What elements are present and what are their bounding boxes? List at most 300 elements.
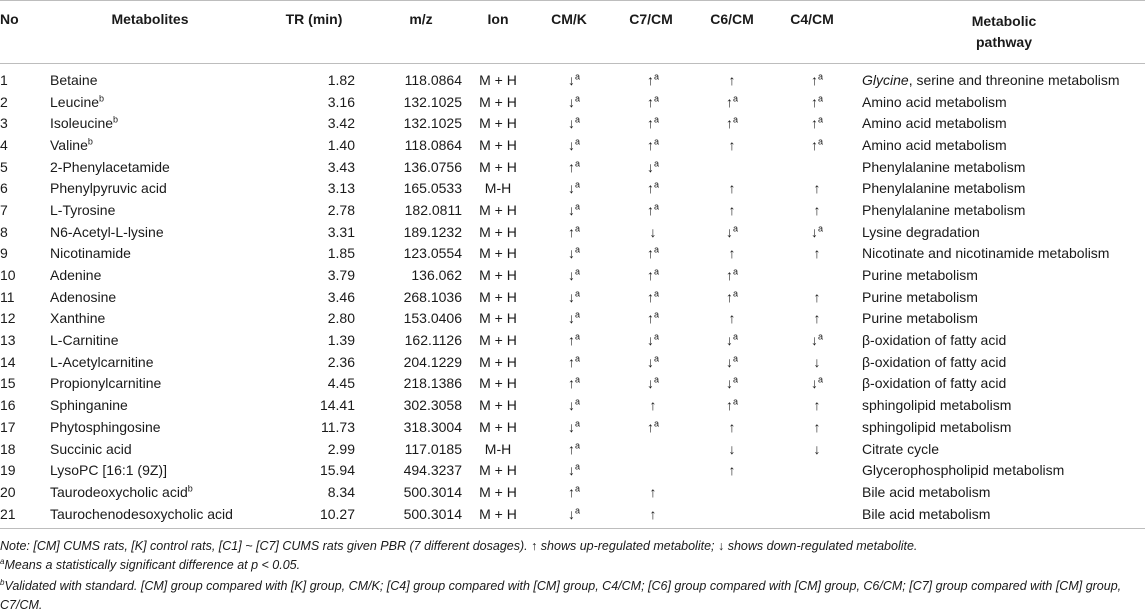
metabolite-sup: b [187,483,193,494]
cell-c7cm-sup: a [653,244,659,255]
cell-c4cm [772,329,862,351]
cell-ion: M-H [484,180,512,197]
table-row [0,416,1145,438]
table-row [0,438,1145,460]
cell-c4cm [772,416,862,438]
cell-c6cm [692,134,772,156]
cell-c7cm [614,177,692,199]
cell-ion: M + H [479,71,517,88]
cell-metabolite [50,308,280,330]
cell-ion: M + H [479,93,517,110]
cell-c6cm [692,91,772,113]
cell-cmk-sup: a [574,71,580,82]
cell-cmk [534,416,614,438]
cell-pathway: sphingolipid metabolism [862,397,1012,414]
metabolite-name: Phenylpyruvic acid [50,180,167,197]
cell-tr: 3.79 [327,267,355,284]
cell-cmk [534,394,614,416]
cell-c7cm [614,91,692,113]
cell-metabolite [50,503,280,525]
cell-c6cm [692,394,772,416]
cell-c4cm [772,373,862,395]
metabolite-sup: b [99,92,105,103]
cell-ion: M + H [479,158,517,175]
cell-c7cm-arrow: ↑ [646,201,654,218]
header-ion: Ion [487,11,509,27]
cell-c6cm-arrow: ↑ [725,115,733,132]
cell-c7cm-sup: a [653,418,659,429]
cell-c7cm-arrow: ↓ [646,332,654,349]
cell-c7cm-sup: a [653,309,659,320]
cell-cmk-sup: a [574,353,580,364]
cell-c7cm-arrow: ↑ [646,288,654,305]
cell-c6cm [692,329,772,351]
table-row [0,156,1145,178]
cell-cmk [534,221,614,243]
metabolite-prefix: L [50,332,58,349]
cell-cmk [534,243,614,265]
cell-c7cm [614,481,692,503]
cell-c6cm-sup: a [732,288,738,299]
cell-cmk-sup: a [574,504,580,515]
cell-metabolite [50,459,280,481]
cell-no: 6 [0,180,8,197]
metabolite-name: 2-Phenylacetamide [50,158,170,175]
cell-c6cm [692,503,772,525]
cell-cmk-arrow: ↑ [567,440,575,457]
cell-pathway: β-oxidation of fatty acid [862,353,1007,370]
cell-pathway: Glycerophospholipid metabolism [862,462,1065,479]
cell-c6cm-sup: a [732,396,738,407]
cell-no: 17 [0,418,16,435]
cell-c4cm-arrow: ↑ [813,310,821,327]
table-row [0,351,1145,373]
cell-cmk [534,503,614,525]
metabolite-name: Adenosine [50,288,117,305]
cell-mz: 182.0811 [404,201,462,218]
cell-c7cm-arrow: ↑ [646,136,654,153]
header-metabolites: Metabolites [111,11,189,27]
cell-no: 13 [0,332,16,349]
cell-cmk-arrow: ↑ [567,353,575,370]
header-tr: TR (min) [285,11,343,27]
cell-mz: 189.1232 [403,223,462,240]
table-body [0,69,1145,524]
metabolite-sup: b [87,136,93,147]
cell-mz: 132.1025 [403,93,462,110]
cell-c6cm [692,112,772,134]
cell-metabolite [50,351,280,373]
cell-cmk [534,134,614,156]
cell-c7cm-sup: a [653,331,659,342]
cell-pathway: Nicotinate and nicotinamide metabolism [862,245,1110,262]
cell-c7cm-arrow: ↑ [646,71,654,88]
cell-pathway: Lysine degradation [862,223,980,240]
cell-c4cm [772,308,862,330]
cell-c7cm-sup: a [653,92,659,103]
cell-ion: M + H [479,223,517,240]
cell-c4cm [772,112,862,134]
cell-c7cm-arrow: ↑ [649,483,657,500]
cell-c7cm [614,112,692,134]
metabolite-name: Succinic acid [50,440,132,457]
footnote-b-text: Validated with standard. [CM] group compared with [K] group, CM/K; [C4] group compared with [CM] group, C4/CM; [C6] group compared with [CM] group, C6/CM; [C7] group compared with [CM] group, C7/CM. [0,579,1122,612]
cell-c6cm [692,308,772,330]
table-row [0,112,1145,134]
cell-c7cm [614,416,692,438]
cell-c6cm-arrow: ↓ [725,223,733,240]
cell-c6cm-arrow: ↑ [728,418,736,435]
cell-tr: 2.80 [327,310,355,327]
metabolite-name: Xanthine [50,310,106,327]
cell-mz: 500.3014 [403,483,462,500]
cell-mz: 218.1386 [403,375,462,392]
cell-ion: M + H [479,310,517,327]
cell-c7cm [614,199,692,221]
cell-pathway: Amino acid metabolism [862,136,1007,153]
cell-no: 16 [0,397,16,414]
cell-mz: 153.0406 [403,310,462,327]
cell-no: 18 [0,440,16,457]
cell-pathway: Purine metabolism [862,310,978,327]
cell-no: 5 [0,158,8,175]
cell-c7cm-arrow: ↓ [646,375,654,392]
cell-cmk-sup: a [574,179,580,190]
cell-cmk [534,438,614,460]
metabolite-name: N6-Acetyl- [50,223,116,240]
cell-mz: 162.1126 [404,332,462,349]
cell-no: 12 [0,310,16,327]
cell-tr: 1.40 [327,136,355,153]
cell-cmk [534,91,614,113]
cell-metabolite [50,373,280,395]
cell-c6cm-arrow: ↓ [725,353,733,370]
cell-ion: M + H [479,201,517,218]
cell-ion: M + H [479,418,517,435]
header-pathway [864,11,1144,53]
cell-c4cm-arrow: ↑ [810,115,818,132]
table-top-rule [0,0,1145,1]
cell-cmk-arrow: ↓ [567,505,575,522]
cell-cmk-arrow: ↓ [567,462,575,479]
cell-c4cm-arrow: ↑ [810,93,818,110]
header-c4cm: C4/CM [790,11,834,27]
cell-cmk-arrow: ↓ [567,397,575,414]
cell-no: 21 [0,505,16,522]
cell-tr: 1.39 [327,332,355,349]
footnote-a-marker: a [0,556,5,566]
cell-no: 4 [0,136,8,153]
cell-no: 11 [0,288,15,305]
cell-c7cm-sup: a [653,353,659,364]
cell-c7cm-arrow: ↑ [646,115,654,132]
cell-cmk [534,481,614,503]
cell-c4cm [772,134,862,156]
cell-c7cm [614,308,692,330]
cell-c6cm [692,156,772,178]
cell-tr: 2.78 [327,201,355,218]
table-row [0,503,1145,525]
cell-c7cm [614,373,692,395]
metabolite-name: -Tyrosine [57,201,116,218]
cell-c4cm-arrow: ↓ [813,440,821,457]
cell-c6cm-arrow: ↓ [725,332,733,349]
cell-mz: 500.3014 [403,505,462,522]
cell-cmk-sup: a [574,309,580,320]
cell-c7cm [614,503,692,525]
metabolite-name: Sphinganine [50,397,128,414]
cell-mz: 123.0554 [403,245,462,262]
cell-ion: M + H [479,288,517,305]
metabolite-name: Nicotinamide [50,245,131,262]
cell-c6cm [692,286,772,308]
cell-c4cm [772,221,862,243]
cell-tr: 3.42 [327,115,355,132]
cell-cmk-arrow: ↑ [567,223,575,240]
metabolite-prefix: L [50,201,58,218]
cell-c6cm [692,459,772,481]
cell-metabolite [50,243,280,265]
cell-tr: 15.94 [319,462,355,479]
table-row [0,373,1145,395]
table-bottom-rule [0,528,1145,529]
cell-c7cm [614,394,692,416]
metabolites-table [0,69,1145,524]
cell-metabolite [50,481,280,503]
metabolite-name: Phytosphingosine [50,418,161,435]
cell-c7cm-sup: a [653,157,659,168]
cell-tr: 14.41 [319,397,355,414]
cell-no: 3 [0,115,8,132]
cell-c7cm [614,243,692,265]
cell-c6cm-arrow: ↑ [725,267,733,284]
metabolite-prefix: L [50,353,58,370]
cell-cmk-arrow: ↓ [567,136,575,153]
cell-tr: 4.45 [327,375,355,392]
cell-metabolite [50,91,280,113]
cell-cmk-arrow: ↓ [567,267,575,284]
metabolite-name: -Carnitine [57,332,119,349]
cell-cmk-sup: a [574,157,580,168]
table-row [0,69,1145,91]
table-row [0,264,1145,286]
cell-cmk [534,199,614,221]
cell-metabolite [50,329,280,351]
cell-tr: 1.85 [327,245,355,262]
cell-c4cm-sup: a [817,223,823,233]
cell-ion: M + H [479,505,517,522]
cell-c4cm [772,459,862,481]
cell-c6cm [692,199,772,221]
cell-cmk [534,286,614,308]
cell-c4cm-arrow: ↑ [813,201,821,218]
cell-no: 9 [0,245,8,262]
cell-cmk-sup: a [574,374,580,385]
cell-c7cm [614,351,692,373]
cell-tr: 3.46 [327,288,355,305]
cell-cmk-sup: a [574,114,580,125]
cell-cmk-sup: a [574,418,580,429]
cell-cmk-arrow: ↑ [567,158,575,175]
metabolite-name: Valine [50,136,88,153]
cell-mz: 132.1025 [403,115,462,132]
cell-c4cm-sup: a [817,374,823,385]
cell-c4cm [772,91,862,113]
cell-c6cm [692,243,772,265]
table-row [0,199,1145,221]
cell-c7cm [614,134,692,156]
cell-tr: 3.13 [327,180,355,197]
cell-metabolite [50,264,280,286]
cell-c7cm-arrow: ↑ [649,505,657,522]
cell-ion: M-H [484,440,512,457]
cell-c4cm [772,286,862,308]
metabolite-name: Betaine [50,71,98,88]
cell-c4cm-sup: a [817,71,823,82]
cell-c4cm-arrow: ↑ [813,245,821,262]
cell-c4cm-arrow: ↑ [810,136,818,153]
cell-c7cm [614,459,692,481]
cell-c7cm-sup: a [653,136,659,147]
table-row [0,243,1145,265]
cell-ion: M + H [479,245,517,262]
header-c7cm: C7/CM [629,11,673,27]
metabolite-name: Isoleucine [50,115,114,132]
cell-cmk [534,69,614,91]
cell-c7cm-sup: a [653,71,659,82]
cell-c6cm [692,177,772,199]
cell-ion: M + H [479,267,517,284]
cell-c4cm-sup: a [817,331,823,342]
cell-c4cm [772,156,862,178]
cell-c4cm-arrow: ↑ [810,71,818,88]
cell-c6cm-sup: a [732,353,738,364]
cell-c7cm-sup: a [653,266,659,277]
cell-mz: 204.1229 [403,353,462,370]
metabolite-name: LysoPC [16:1 (9Z)] [50,462,167,479]
cell-pathway: Phenylalanine metabolism [862,201,1026,218]
footnote-a-text: Means a statistically significant difference at p < 0.05. [4,558,301,572]
cell-pathway: Bile acid metabolism [862,483,991,500]
table-row [0,308,1145,330]
cell-c6cm-arrow: ↑ [728,462,736,479]
cell-ion: M + H [479,375,517,392]
cell-cmk [534,459,614,481]
cell-ion: M + H [479,397,517,414]
cell-cmk-arrow: ↑ [567,332,575,349]
cell-c6cm-arrow: ↑ [728,136,736,153]
cell-metabolite [50,112,280,134]
cell-cmk-sup: a [574,331,580,342]
cell-pathway: β-oxidation of fatty acid [862,332,1007,349]
cell-tr: 2.36 [327,353,355,370]
cell-pathway [862,69,1145,91]
cell-cmk-sup: a [574,223,580,233]
cell-no: 20 [0,483,16,500]
cell-c7cm-sup: a [653,179,659,190]
cell-c4cm [772,264,862,286]
cell-cmk-sup: a [574,201,580,212]
cell-tr: 3.16 [327,93,355,110]
cell-c7cm-arrow: ↑ [646,245,654,262]
cell-c7cm-arrow: ↓ [646,353,654,370]
cell-metabolite [50,286,280,308]
cell-mz: 302.3058 [403,397,462,414]
cell-c7cm [614,329,692,351]
metabolite-name: Adenine [50,267,102,284]
cell-mz: 118.0864 [404,136,462,153]
cell-mz: 494.3237 [403,462,462,479]
cell-pathway: Citrate cycle [862,440,940,457]
metabolite-mid: L [115,223,124,240]
metabolite-name: -Acetylcarnitine [57,353,154,370]
pathway-text: Glycine, serine and threonine metabolism [862,71,1120,88]
cell-mz: 268.1036 [403,288,462,305]
cell-tr: 2.99 [327,440,355,457]
cell-tr: 3.43 [327,158,355,175]
cell-cmk-sup: a [574,288,580,299]
cell-c4cm [772,177,862,199]
cell-c7cm-arrow: ↓ [649,223,657,240]
cell-cmk-arrow: ↓ [567,418,575,435]
cell-c4cm-arrow: ↓ [810,223,818,240]
cell-cmk-sup: a [574,136,580,147]
cell-pathway: Purine metabolism [862,288,978,305]
cell-cmk [534,308,614,330]
cell-c4cm [772,481,862,503]
cell-metabolite [50,69,280,91]
cell-c7cm-arrow: ↑ [646,93,654,110]
cell-cmk-sup: a [574,266,580,277]
cell-c6cm-arrow: ↓ [728,440,736,457]
cell-metabolite [50,134,280,156]
cell-cmk-arrow: ↓ [567,93,575,110]
cell-pathway: Phenylalanine metabolism [862,180,1026,197]
cell-pathway: sphingolipid metabolism [862,418,1012,435]
cell-pathway: Amino acid metabolism [862,115,1007,132]
cell-c6cm-arrow: ↑ [728,201,736,218]
cell-tr: 10.27 [319,505,355,522]
footnote-b-marker: b [0,577,5,587]
cell-c6cm [692,416,772,438]
table-row [0,177,1145,199]
cell-c7cm-arrow: ↑ [646,310,654,327]
cell-c7cm-sup: a [653,288,659,299]
cell-ion: M + H [479,462,517,479]
header-c6cm: C6/CM [710,11,754,27]
metabolite-suffix: -lysine [123,223,164,240]
cell-metabolite [50,177,280,199]
cell-c6cm-arrow: ↓ [725,375,733,392]
cell-cmk-arrow: ↓ [567,288,575,305]
cell-c7cm-sup: a [653,114,659,125]
header-cmk: CM/K [551,11,587,27]
header-no: No [0,11,19,27]
cell-c4cm [772,243,862,265]
cell-cmk-arrow: ↓ [567,180,575,197]
cell-no: 2 [0,93,8,110]
cell-tr: 1.82 [327,71,355,88]
footnote-main: Note: [CM] CUMS rats, [K] control rats, [C1] ~ [C7] CUMS rats given PBR (7 different dosages). ↑ shows up-regulated metabolite; ↓ shows down-regulated metabolite. [0,539,918,553]
cell-metabolite [50,438,280,460]
cell-metabolite [50,221,280,243]
cell-metabolite [50,156,280,178]
cell-no: 14 [0,353,16,370]
cell-mz: 136.0756 [403,158,462,175]
cell-c4cm-arrow: ↑ [813,180,821,197]
table-row [0,394,1145,416]
cell-mz: 117.0185 [404,440,462,457]
